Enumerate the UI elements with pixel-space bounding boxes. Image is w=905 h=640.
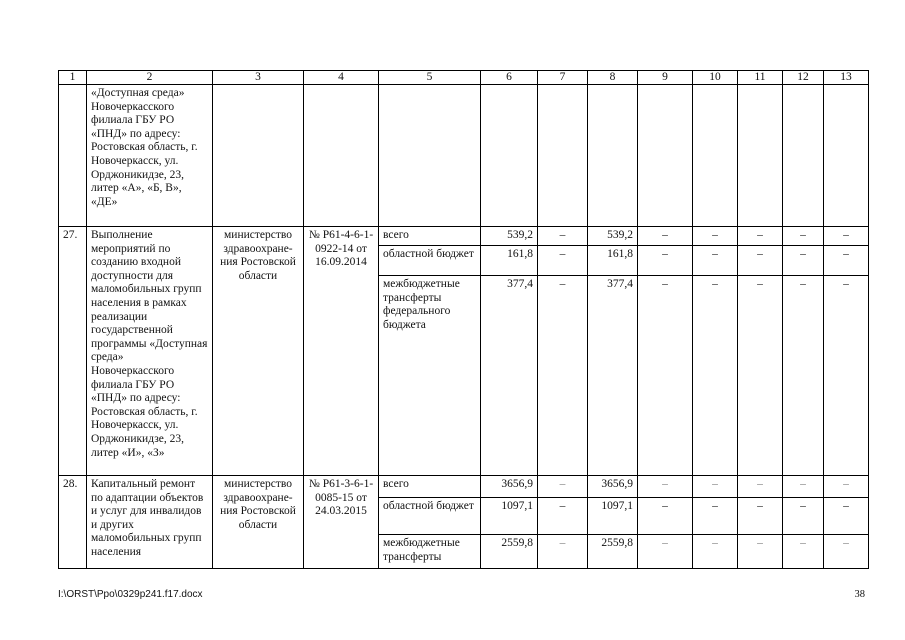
table-row [59, 227, 869, 246]
value-cell: – [693, 476, 738, 498]
value-cell: – [738, 535, 783, 569]
value-cell: 1097,1 [481, 498, 538, 535]
agreement-number: № Р61-3-6-1-0085-15 от 24.03.2015 [304, 476, 379, 569]
measure-name: Капитальный ремонт по адаптации объектов и услуг для инвалидов и других маломобильных групп населения [87, 476, 213, 569]
value-cell: – [638, 498, 693, 535]
value-cell: – [824, 535, 869, 569]
value-cell: – [638, 227, 693, 246]
value-cell: 377,4 [481, 276, 538, 476]
value-cell: – [738, 246, 783, 276]
value-cell: – [538, 476, 588, 498]
header-cell: 6 [481, 71, 538, 85]
funding-table [58, 70, 869, 569]
funding-source: областной бюджет [379, 498, 481, 535]
value-cell: – [824, 246, 869, 276]
value-cell: – [783, 246, 824, 276]
header-cell: 9 [638, 71, 693, 85]
value-cell: – [783, 276, 824, 476]
value-cell: – [783, 535, 824, 569]
document-page [58, 70, 868, 569]
value-cell: – [693, 246, 738, 276]
column-number-header [59, 71, 869, 85]
value-cell: – [638, 246, 693, 276]
value-cell: – [824, 498, 869, 535]
header-cell: 1 [59, 71, 87, 85]
funding-source: всего [379, 476, 481, 498]
value-cell: – [783, 476, 824, 498]
header-cell: 11 [738, 71, 783, 85]
value-cell: 2559,8 [481, 535, 538, 569]
funding-source: областной бюджет [379, 246, 481, 276]
value-cell: – [638, 535, 693, 569]
header-cell: 4 [304, 71, 379, 85]
value-cell: – [693, 227, 738, 246]
value-cell: – [783, 227, 824, 246]
row-number: 27. [59, 227, 87, 476]
funding-source: межбюджетные трансферты [379, 535, 481, 569]
agreement-number: № Р61-4-6-1-0922-14 от 16.09.2014 [304, 227, 379, 476]
value-cell: – [693, 498, 738, 535]
header-cell: 2 [87, 71, 213, 85]
responsible-org: министерство здравоохране-ния Ростовской области [213, 476, 304, 569]
value-cell: – [538, 276, 588, 476]
header-cell: 12 [783, 71, 824, 85]
page-number: 38 [854, 589, 865, 600]
value-cell: – [738, 498, 783, 535]
header-cell: 3 [213, 71, 304, 85]
value-cell: – [638, 476, 693, 498]
header-cell: 10 [693, 71, 738, 85]
value-cell: – [824, 276, 869, 476]
value-cell: – [738, 227, 783, 246]
value-cell: 161,8 [481, 246, 538, 276]
value-cell: 1097,1 [588, 498, 638, 535]
continuation-text: «Доступная среда» Новочеркасского филиала ГБУ РО «ПНД» по адресу: Ростовская область, г. Новочеркасск, ул. Орджоникидзе, 23, литер «А», «Б, В», «ДЕ» [87, 85, 213, 227]
header-cell: 5 [379, 71, 481, 85]
file-path-footer: I:\ORST\Ppo\0329p241.f17.docx [58, 589, 203, 600]
value-cell: – [738, 276, 783, 476]
value-cell: 3656,9 [481, 476, 538, 498]
value-cell: 377,4 [588, 276, 638, 476]
value-cell: – [824, 476, 869, 498]
value-cell: – [738, 476, 783, 498]
value-cell: – [824, 227, 869, 246]
value-cell: 2559,8 [588, 535, 638, 569]
value-cell: 539,2 [481, 227, 538, 246]
value-cell: 161,8 [588, 246, 638, 276]
funding-source: всего [379, 227, 481, 246]
responsible-org: министерство здравоохране-ния Ростовской области [213, 227, 304, 476]
value-cell: – [693, 535, 738, 569]
measure-name: Выполнение мероприятий по созданию входной доступности для маломобильных групп населения в рамках реализации государственной программы «Доступная среда» Новочеркасского филиала ГБУ РО «ПНД» по адресу: Ростовская область, г. Новочеркасск, ул. Орджоникидзе, 23, литер «И», «З» [87, 227, 213, 476]
value-cell: – [538, 498, 588, 535]
header-cell: 8 [588, 71, 638, 85]
value-cell: 539,2 [588, 227, 638, 246]
value-cell: – [538, 227, 588, 246]
header-cell: 7 [538, 71, 588, 85]
header-cell: 13 [824, 71, 869, 85]
continuation-row [59, 85, 869, 227]
value-cell: 3656,9 [588, 476, 638, 498]
funding-source: межбюджетные трансферты федерального бюджета [379, 276, 481, 476]
value-cell: – [638, 276, 693, 476]
value-cell: – [538, 246, 588, 276]
value-cell: – [783, 498, 824, 535]
table-row [59, 476, 869, 498]
value-cell: – [538, 535, 588, 569]
value-cell: – [693, 276, 738, 476]
row-number: 28. [59, 476, 87, 569]
